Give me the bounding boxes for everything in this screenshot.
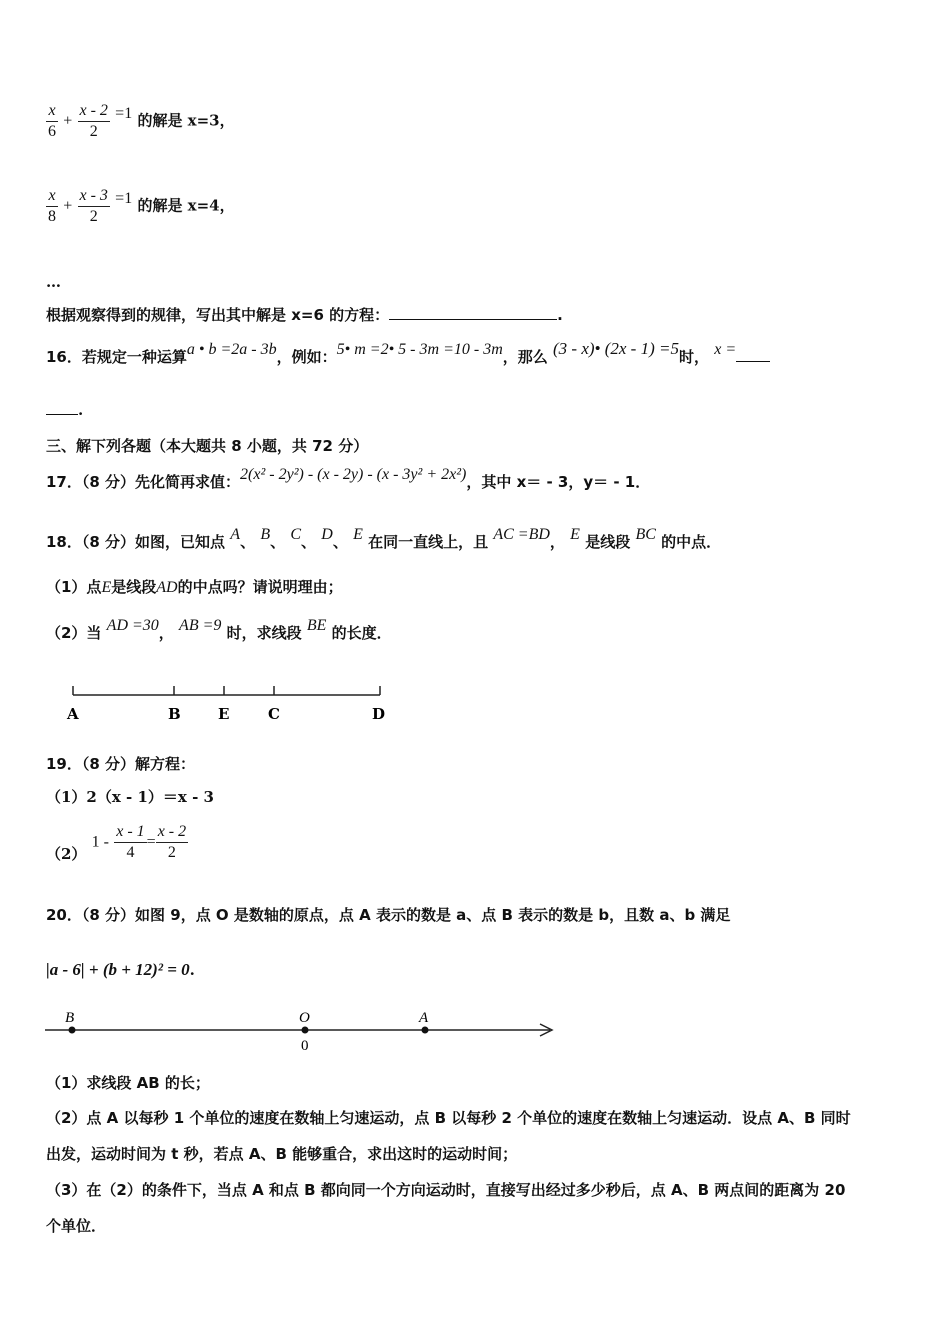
fraction: $\frac{x - 1}{4}$	[116, 823, 145, 861]
fraction: $\frac{x - 2}{2}$	[157, 823, 187, 861]
pattern-question: 根据观察得到的规律，写出其中解是 x=6 的方程： .	[46, 306, 563, 324]
q18-sub1: （1）点E是线段AD的中点吗？请说明理由；	[46, 578, 343, 596]
label-d: D	[372, 705, 386, 723]
point-a	[422, 1027, 429, 1034]
answer-blank	[389, 305, 557, 320]
q18: 18．（8 分）如图，已知点 A、 B、 C、 D、 E 在同一直线上，且 AC =BD， E 是线段 BC 的中点．	[46, 526, 722, 551]
label-c: C	[268, 705, 280, 723]
q16-continued: .	[46, 400, 83, 420]
q20-condition: |a - 6| + (b + 12)² = 0.	[46, 960, 195, 979]
label-a: A	[67, 705, 79, 723]
q20-sub2-line2: 出发，运动时间为 t 秒，若点 A、B 能够重合，求出这时的运动时间；	[46, 1145, 518, 1163]
pattern-eq1-suffix: 的解是 x=3，	[137, 111, 235, 130]
segment-figure	[60, 680, 400, 726]
number-line	[40, 1006, 570, 1056]
label-zero: 0	[301, 1038, 309, 1054]
pattern-eq1: $\frac{x}{6}$ + $\frac{x - 2}{2}$ =1 的解是 x=3，	[48, 102, 235, 140]
q20-sub3-line1: （3）在（2）的条件下，当点 A 和点 B 都向同一个方向运动时，直接写出经过多少秒后，点 A、B 两点间的距离为 20	[46, 1181, 846, 1199]
label-b: B	[168, 705, 181, 723]
q20-sub2-line1: （2）点 A 以每秒 1 个单位的速度在数轴上匀速运动，点 B 以每秒 2 个单位的速度在数轴上匀速运动．设点 A、B 同时	[46, 1109, 851, 1127]
label-b: B	[65, 1010, 75, 1026]
q16: 16．若规定一种运算a • b =2a - 3b，例如：5• m =2• 5 - 3m =10 - 3m，那么 (3 - x)• (2x - 1) =5时， x =	[46, 347, 770, 368]
fraction: $\frac{x}{8}$	[48, 187, 56, 225]
section-3-title: 三、解下列各题（本大题共 8 小题，共 72 分）	[46, 437, 369, 455]
q18-sub2: （2）当 AD =30， AB =9 时，求线段 BE 的长度．	[46, 617, 392, 642]
q17: 17．（8 分）先化简再求值：2(x² - 2y²) - (x - 2y) - (x - 3y² + 2x²)，其中 x＝ - 3，y＝ - 1．	[46, 466, 651, 491]
q20: 20．（8 分）如图 9，点 O 是数轴的原点，点 A 表示的数是 a、点 B 表示的数是 b，且数 a、b 满足	[46, 906, 731, 924]
point-o	[302, 1027, 309, 1034]
label-a: A	[419, 1010, 429, 1026]
answer-blank	[46, 400, 78, 415]
point-b	[69, 1027, 76, 1034]
pattern-eq2-suffix: 的解是 x=4，	[137, 196, 235, 215]
pattern-eq2: $\frac{x}{8}$ + $\frac{x - 3}{2}$ =1 的解是 x=4，	[48, 187, 235, 225]
q19-sub1: （1）2（x - 1）＝x - 3	[46, 788, 214, 806]
label-o: O	[299, 1010, 310, 1026]
q20-sub1: （1）求线段 AB 的长；	[46, 1074, 210, 1092]
ellipsis: …	[46, 273, 61, 291]
label-e: E	[218, 705, 230, 723]
fraction: $\frac{x - 3}{2}$	[79, 187, 108, 225]
answer-blank	[736, 347, 770, 362]
fraction: $\frac{x}{6}$	[48, 102, 56, 140]
fraction: $\frac{x - 2}{2}$	[79, 102, 108, 140]
q19-sub2: （2） 1 - $\frac{x - 1}{4}$ = $\frac{x - 2}{2}$	[46, 823, 187, 863]
q20-sub3-line2: 个单位．	[46, 1217, 107, 1235]
q19: 19．（8 分）解方程：	[46, 755, 196, 773]
